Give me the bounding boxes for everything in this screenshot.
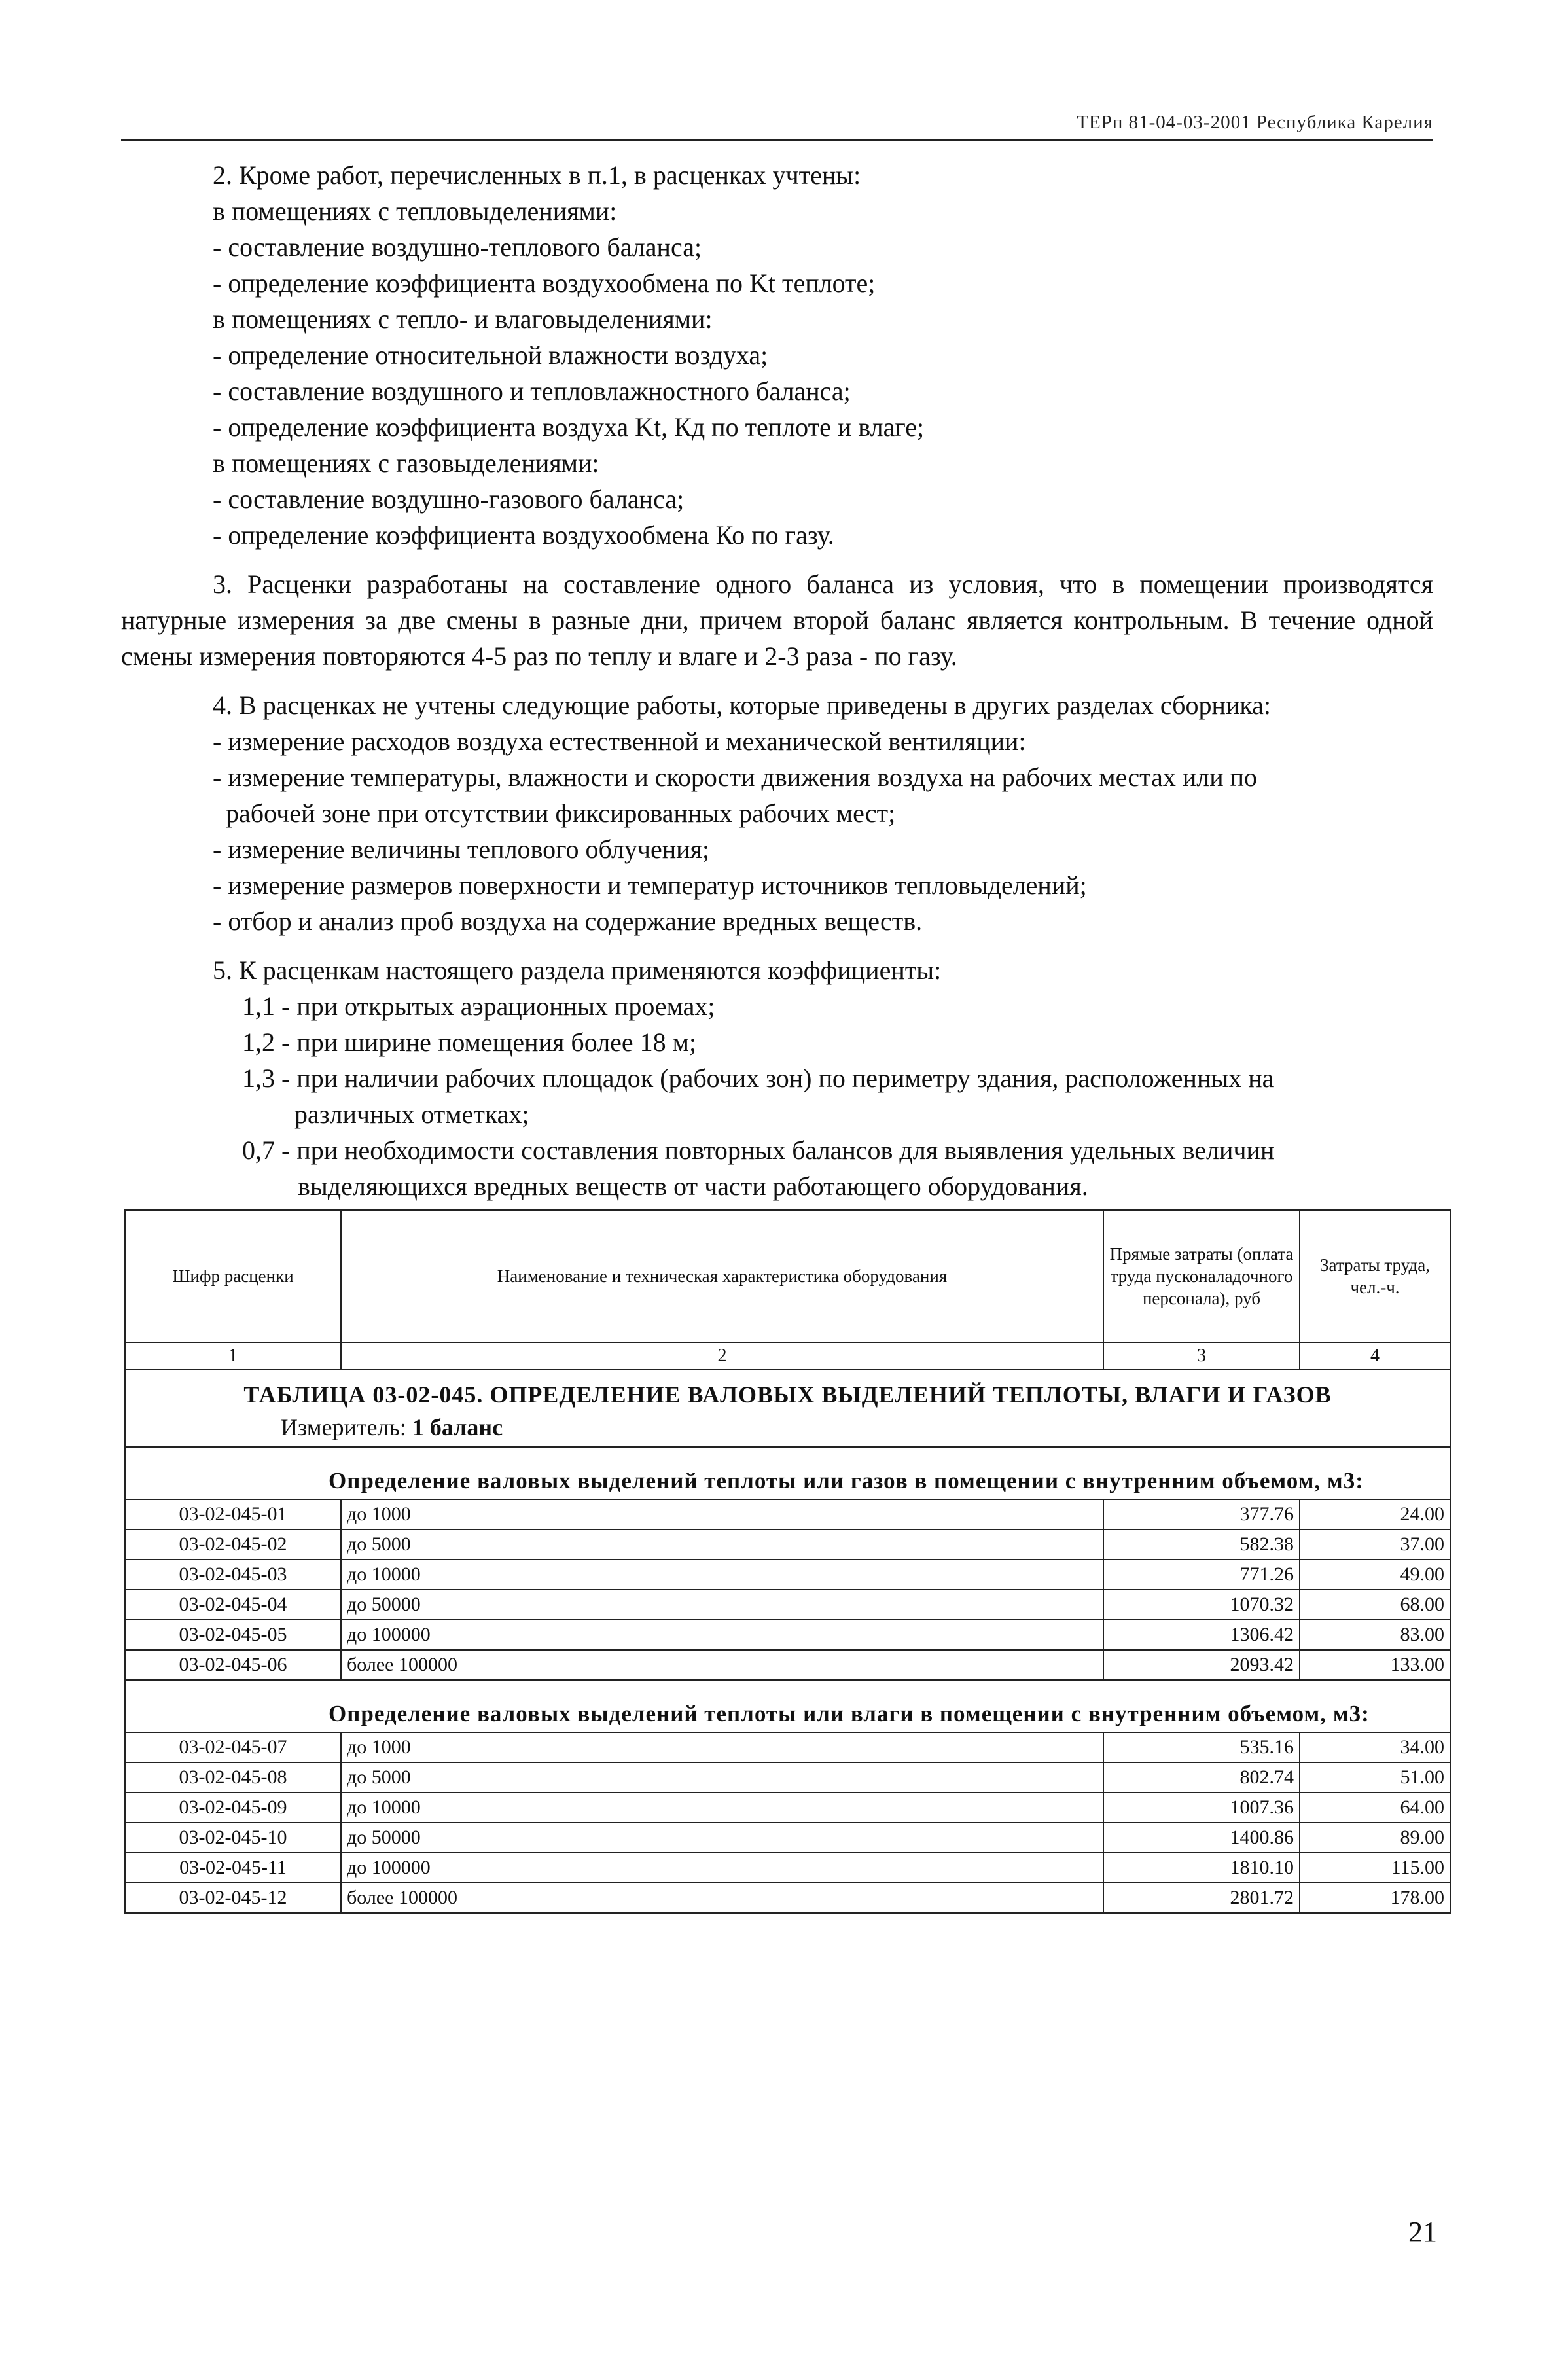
direct-cost-cell: 1306.42	[1103, 1620, 1300, 1650]
paragraph-2-lines	[121, 193, 1433, 553]
rate-code-cell: 03-02-045-07	[125, 1732, 341, 1762]
equipment-name-cell: до 5000	[341, 1762, 1103, 1793]
coefficient-item: 1,2 - при ширине помещения более 18 м;	[242, 1027, 697, 1057]
equipment-name-cell: до 10000	[341, 1793, 1103, 1823]
direct-cost-cell: 802.74	[1103, 1762, 1300, 1793]
labor-cost-cell: 34.00	[1300, 1732, 1450, 1762]
equipment-name-cell: до 1000	[341, 1732, 1103, 1762]
coefficient-item: 1,1 - при открытых аэрационных проемах;	[242, 991, 715, 1021]
meter-value: 1 баланс	[412, 1414, 503, 1440]
direct-cost-cell: 1810.10	[1103, 1853, 1300, 1883]
labor-cost-cell: 89.00	[1300, 1823, 1450, 1853]
paragraph-2	[121, 157, 1433, 553]
rate-code-cell: 03-02-045-04	[125, 1590, 341, 1620]
list-item: - измерение величины теплового облучения;	[213, 834, 710, 864]
table-meter	[134, 1414, 1442, 1441]
labor-cost-cell: 37.00	[1300, 1529, 1450, 1560]
labor-cost-cell: 68.00	[1300, 1590, 1450, 1620]
direct-cost-cell: 2801.72	[1103, 1883, 1300, 1913]
equipment-name-cell: до 10000	[341, 1560, 1103, 1590]
section-row-1	[125, 1447, 1450, 1499]
rates-table	[124, 1209, 1451, 1914]
paragraph-2-title: 2. Кроме работ, перечисленных в п.1, в расценках учтены:	[213, 160, 861, 190]
table-row	[125, 1560, 1450, 1590]
direct-cost-cell: 1007.36	[1103, 1793, 1300, 1823]
rate-code-cell: 03-02-045-01	[125, 1499, 341, 1529]
rate-code-cell: 03-02-045-05	[125, 1620, 341, 1650]
list-item: - определение коэффициента воздухообмена по Kt теплоте;	[213, 268, 876, 298]
labor-cost-cell: 133.00	[1300, 1650, 1450, 1680]
table-row	[125, 1823, 1450, 1853]
column-number: 1	[125, 1342, 341, 1370]
labor-cost-cell: 51.00	[1300, 1762, 1450, 1793]
table-row	[125, 1853, 1450, 1883]
coefficient-item: 0,7 - при необходимости составления повторных балансов для выявления удельных величин	[242, 1135, 1275, 1165]
table-title: ТАБЛИЦА 03-02-045. ОПРЕДЕЛЕНИЕ ВАЛОВЫХ ВЫДЕЛЕНИЙ ТЕПЛОТЫ, ВЛАГИ И ГАЗОВ	[243, 1382, 1332, 1408]
rate-code-cell: 03-02-045-08	[125, 1762, 341, 1793]
page-number: 21	[1408, 2216, 1437, 2248]
direct-cost-cell: 1400.86	[1103, 1823, 1300, 1853]
document-id: ТЕРп 81-04-03-2001 Республика Карелия	[1077, 112, 1433, 133]
list-item: - отбор и анализ проб воздуха на содержание вредных веществ.	[213, 906, 923, 936]
coefficient-item-continuation: различных отметках;	[294, 1099, 529, 1129]
labor-cost-cell: 83.00	[1300, 1620, 1450, 1650]
list-item: - определение коэффициента воздухообмена Ко по газу.	[213, 520, 834, 550]
rate-code-cell: 03-02-045-06	[125, 1650, 341, 1680]
table-header-row	[125, 1210, 1450, 1342]
labor-cost-cell: 49.00	[1300, 1560, 1450, 1590]
list-item-continuation: рабочей зоне при отсутствии фиксированных рабочих мест;	[226, 798, 896, 828]
column-header-labor: Затраты труда, чел.-ч.	[1300, 1210, 1450, 1342]
column-header-name: Наименование и техническая характеристика оборудования	[341, 1210, 1103, 1342]
direct-cost-cell: 2093.42	[1103, 1650, 1300, 1680]
rate-code-cell: 03-02-045-10	[125, 1823, 341, 1853]
rate-code-cell: 03-02-045-11	[125, 1853, 341, 1883]
equipment-name-cell: до 5000	[341, 1529, 1103, 1560]
column-number: 3	[1103, 1342, 1300, 1370]
labor-cost-cell: 178.00	[1300, 1883, 1450, 1913]
list-item: - определение относительной влажности воздуха;	[213, 340, 768, 370]
direct-cost-cell: 1070.32	[1103, 1590, 1300, 1620]
list-item: - измерение температуры, влажности и скорости движения воздуха на рабочих местах или по	[213, 762, 1258, 792]
labor-cost-cell: 115.00	[1300, 1853, 1450, 1883]
labor-cost-cell: 24.00	[1300, 1499, 1450, 1529]
column-header-code: Шифр расценки	[125, 1210, 341, 1342]
paragraph-5-title: 5. К расценкам настоящего раздела применяются коэффициенты:	[213, 955, 942, 985]
column-number: 2	[341, 1342, 1103, 1370]
equipment-name-cell: до 100000	[341, 1620, 1103, 1650]
coefficient-item: 1,3 - при наличии рабочих площадок (рабочих зон) по периметру здания, расположенных на	[242, 1063, 1274, 1093]
direct-cost-cell: 582.38	[1103, 1529, 1300, 1560]
list-item: в помещениях с газовыделениями:	[213, 448, 599, 478]
direct-cost-cell: 535.16	[1103, 1732, 1300, 1762]
table-row	[125, 1499, 1450, 1529]
labor-cost-cell: 64.00	[1300, 1793, 1450, 1823]
column-numbers-row	[125, 1342, 1450, 1370]
equipment-name-cell: до 100000	[341, 1853, 1103, 1883]
list-item: в помещениях с тепло- и влаговыделениями:	[213, 304, 713, 334]
direct-cost-cell: 771.26	[1103, 1560, 1300, 1590]
list-item: - измерение расходов воздуха естественной и механической вентиляции:	[213, 726, 1026, 756]
rate-code-cell: 03-02-045-02	[125, 1529, 341, 1560]
table-row	[125, 1529, 1450, 1560]
list-item: - определение коэффициента воздуха Kt, Кд по теплоте и влаге;	[213, 412, 925, 442]
list-item: - составление воздушного и тепловлажностного баланса;	[213, 376, 851, 406]
table-title-cell	[125, 1370, 1450, 1447]
meter-label: Измеритель:	[281, 1414, 406, 1440]
direct-cost-cell: 377.76	[1103, 1499, 1300, 1529]
section-title: Определение валовых выделений теплоты или влаги в помещении с внутренним объемом, м3:	[125, 1680, 1450, 1732]
equipment-name-cell: более 100000	[341, 1883, 1103, 1913]
table-row	[125, 1883, 1450, 1913]
equipment-name-cell: более 100000	[341, 1650, 1103, 1680]
list-item: - измерение размеров поверхности и температур источников тепловыделений;	[213, 870, 1087, 900]
coefficient-item-continuation: выделяющихся вредных веществ от части работающего оборудования.	[298, 1171, 1088, 1201]
table-title-row	[125, 1370, 1450, 1447]
section-title: Определение валовых выделений теплоты или газов в помещении с внутренним объемом, м3:	[125, 1447, 1450, 1499]
paragraph-4	[121, 687, 1433, 939]
paragraph-3-text: 3. Расценки разработаны на составление одного баланса из условия, что в помещении производятся натурные измерения за две смены в разные дни, причем второй баланс является контрольным. В течение одной смены измерения повторяются 4-5 раз по теплу и влаге и 2-3 раза - по газу.	[121, 569, 1433, 671]
table-row	[125, 1590, 1450, 1620]
table-row	[125, 1762, 1450, 1793]
rate-code-cell: 03-02-045-03	[125, 1560, 341, 1590]
column-header-direct-costs: Прямые затраты (оплата труда пусконаладочного персонала), руб	[1103, 1210, 1300, 1342]
equipment-name-cell: до 50000	[341, 1590, 1103, 1620]
section-row-2	[125, 1680, 1450, 1732]
table-row	[125, 1620, 1450, 1650]
list-item: - составление воздушно-теплового баланса;	[213, 232, 702, 262]
page-header	[121, 98, 1433, 141]
rate-code-cell: 03-02-045-09	[125, 1793, 341, 1823]
paragraph-3	[121, 566, 1433, 674]
table-row	[125, 1793, 1450, 1823]
equipment-name-cell: до 50000	[341, 1823, 1103, 1853]
column-number: 4	[1300, 1342, 1450, 1370]
paragraph-4-title: 4. В расценках не учтены следующие работы, которые приведены в других разделах сборника:	[213, 690, 1272, 720]
table-row	[125, 1650, 1450, 1680]
document-body	[121, 157, 1433, 1217]
list-item: в помещениях с тепловыделениями:	[213, 196, 617, 226]
equipment-name-cell: до 1000	[341, 1499, 1103, 1529]
list-item: - составление воздушно-газового баланса;	[213, 484, 685, 514]
rate-code-cell: 03-02-045-12	[125, 1883, 341, 1913]
paragraph-5	[121, 952, 1433, 1204]
table-row	[125, 1732, 1450, 1762]
